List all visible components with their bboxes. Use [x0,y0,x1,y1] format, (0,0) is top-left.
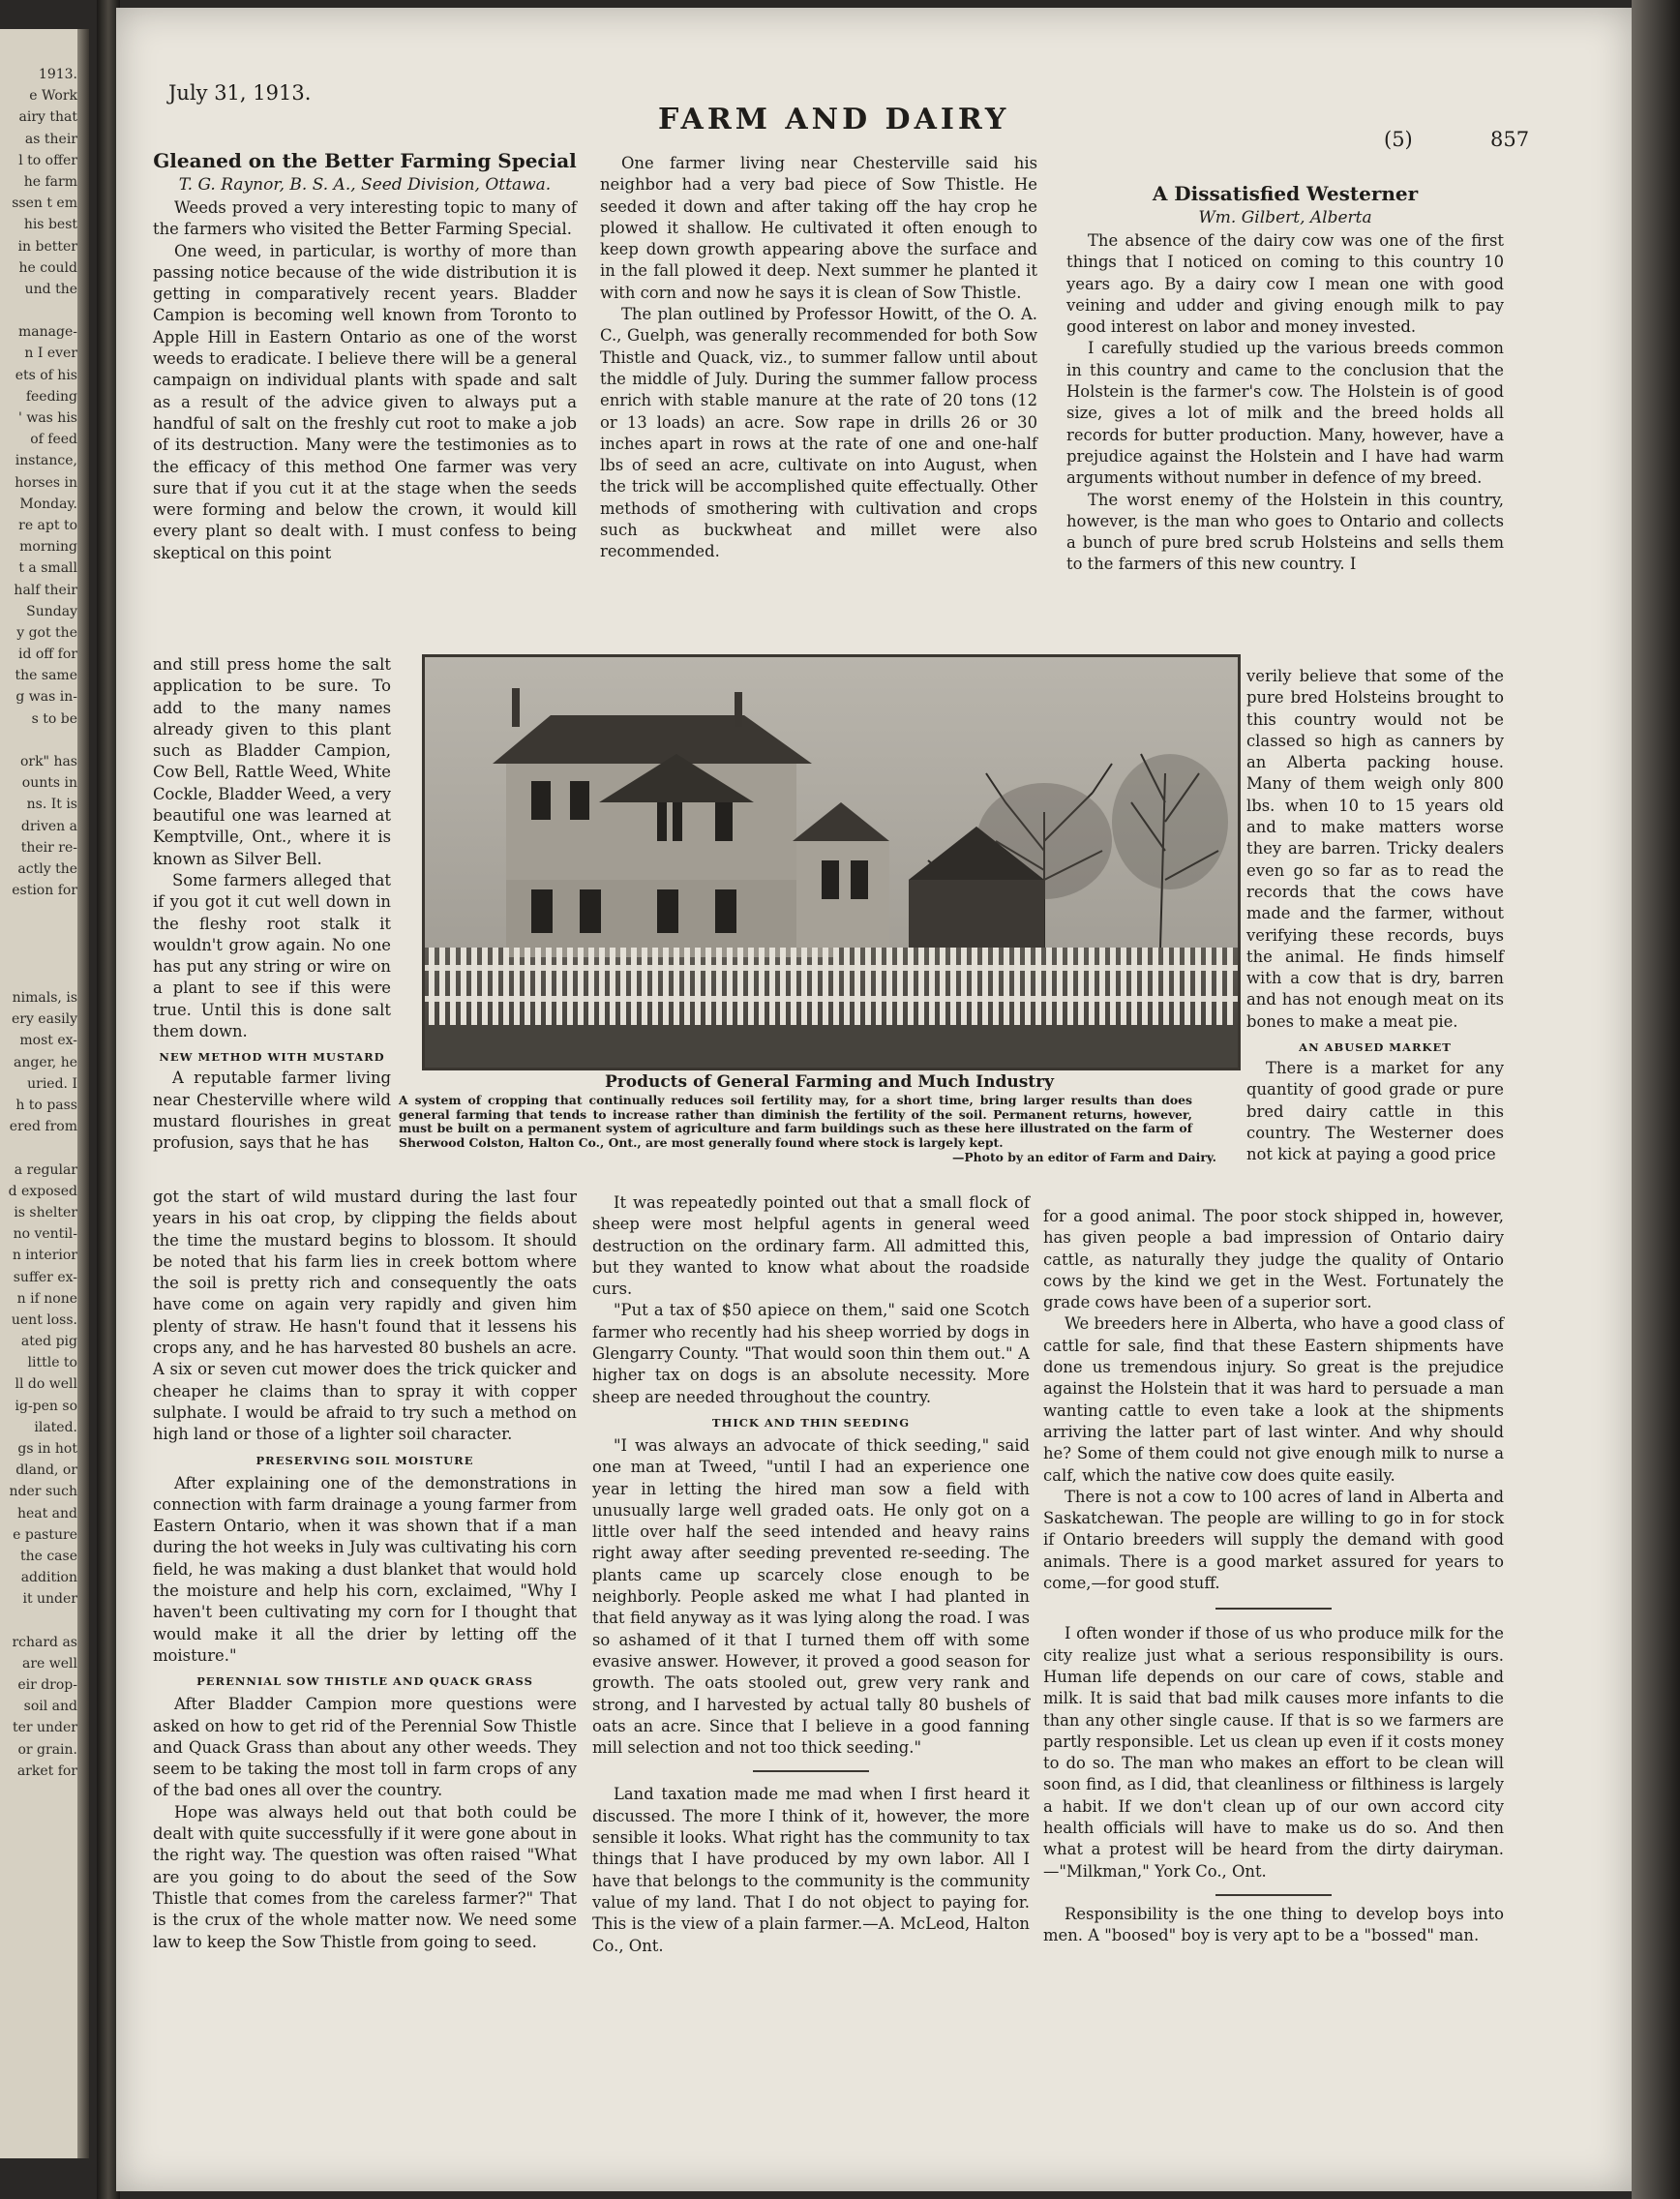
adjacent-page-line: no ventil- [13,1226,77,1243]
adjacent-page-line: nimals, is [12,990,77,1007]
section-divider [1215,1608,1332,1610]
adjacent-page-line: dland, or [15,1462,77,1479]
adjacent-page-line [2,923,77,945]
fence-picket [1195,948,1201,1027]
adjacent-page-line: nder such [9,1484,77,1500]
paragraph: and still press home the salt application to be sure. To add to the many names already given to this plant such as Bladder Campion, Cow Bell, Rattle Weed, White Cockle, Bladder Weed, a very beautiful one was learned at Kemptville, Ont., where it is known as Silver Bell. [153,655,391,868]
article-dissatisfied-westerner [1066,180,1504,576]
paragraph: Hope was always held out that both could be dealt with quite successfully if it were gone about in the right way. The question was often raised "What are you going to do about the seed of the Sow Thistle that comes from the careless farmer?" That is the crux of the whole matter now. We need some law to keep the Sow Thistle from going to seed. [153,1802,577,1951]
fence-picket [578,948,584,1027]
adjacent-page-line: ll do well [15,1376,77,1393]
article-title: Gleaned on the Better Farming Special [153,149,577,172]
adjacent-page-line [2,1137,77,1159]
fence-picket [631,948,637,1027]
paragraph: There is not a cow to 100 acres of land in Alberta and Saskatchewan. The people are willing to go in for stock if Ontario breeders will supply the demand with good animals. There is a good market assured for years to come,—for good stuff. [1043,1487,1504,1593]
article-byline: T. G. Raynor, B. S. A., Seed Division, Ottawa. [178,175,552,195]
newspaper-page [116,8,1632,2191]
fence-picket [844,948,850,1027]
fence-picket [982,948,988,1027]
fence-picket [855,948,860,1027]
fence-picket [642,948,647,1027]
masthead: FARM AND DAIRY [658,103,1010,136]
adjacent-page-line: the same [15,668,77,684]
paragraph: One weed, in particular, is worthy of more than passing notice because of the wide distribution it is getting in comparatively recent years. Bladder Campion is becoming well known from Toronto to Apple Hill in Eastern Ontario as one of the worst weeds to eradicate. I believe there will be a general campaign on individual plants with spade and salt as a result of the advice given to always put a handful of salt on the freshly cut root to make a job of its destruction. Many were the testimonies as to the efficacy of this method One farmer was very sure that if you cut it at the stage when the seeds were forming and below the crown, it would kill every plant so dealt with. I must confess to being skeptical on this point [153,241,577,562]
fence-picket [1099,948,1105,1027]
fence-picket [439,948,445,1027]
adjacent-page-line: estion for [12,883,77,899]
fence-picket [556,948,562,1027]
fence-picket [1014,948,1020,1027]
adjacent-page-line: of feed [30,432,77,448]
fence-picket [1216,948,1222,1027]
fence-picket [791,948,796,1027]
adjacent-page-line: ' was his [18,410,77,426]
adjacent-page-line: rchard as [12,1634,77,1650]
article-better-farming-lower [153,1187,577,1953]
fence-picket [588,948,594,1027]
fence-picket [471,948,477,1027]
adjacent-page-line: uent loss. [11,1311,77,1328]
fence-picket [1057,948,1063,1027]
land-taxation-letter: Land taxation made me mad when I first heard it discussed. The more I think of it, however, the more sensible it looks. What right has the community to tax things that I have produced by my own labor. All I have that belongs to the community is the community value of my land. That I do not object to paying for. This is the view of a plain farmer.—A. McLeod, Halton Co., Ont. [592,1785,1030,1955]
adjacent-page-line: h to pass [15,1098,77,1113]
article-byline: Wm. Gilbert, Alberta [1198,208,1372,227]
responsibility-note: Responsibility is the one thing to develop boys into men. A "boosed" boy is very apt to be a "bossed" man. [1043,1904,1504,1945]
paragraph: "I was always an advocate of thick seeding," said one man at Tweed, "until I had an experience one year in letting the hired man sow a field with unusually large well graded oats. He only got on a little over half the seed intended and heavy rains right away after seeding prevented re-seeding. The plants came up scarcely close enough to be neighborly. People asked me what I had planted in that field anyway as it was lying along the road. I was so ashamed of it that I turned them off with some evasive answer. However, it proved a good season for growth. The oats stooled out, grew very rank and strong, and I harvested by actual tally 80 bushels of oats an acre. Since that I believe in a good fanning mill selection and not too thick seeding." [592,1435,1030,1758]
photo-caption-title: Products of General Farming and Much Industry [605,1072,1054,1092]
fence-picket [482,948,488,1027]
fence-picket [610,948,615,1027]
adjacent-page-line [2,730,77,751]
fence-picket [535,948,541,1027]
adjacent-page-line: the case [19,1548,77,1564]
fence-picket [886,948,892,1027]
adjacent-page-line: it under [22,1591,77,1608]
fence-picket [993,948,999,1027]
paragraph: I carefully studied up the various breeds common in this country and came to the conclusion that the Holstein is the farmer's cow. The Holstein is of good size, gives a lot of milk and the breed holds all records for butter production. Many, however, have a prejudice against the Holstein and I have had warm arguments without number in defence of my breed. [1066,339,1504,488]
fence-picket [525,948,530,1027]
article-better-farming-col2-lower [592,1192,1030,1957]
adjacent-page-header-fragment [0,29,89,58]
paragraph: Weeds proved a very interesting topic to many of the farmers who visited the Better Farming Special. [153,198,577,239]
adjacent-page-line: horses in [15,474,77,491]
fence-picket [1046,948,1052,1027]
paragraph: It was repeatedly pointed out that a small flock of sheep were most helpful agents in general weed destruction on the ordinary farm. All admitted this, but they wanted to know what about the roadside curs. [592,1193,1030,1299]
adjacent-page-line: heat and [16,1505,77,1521]
fence-picket [461,948,466,1027]
fence-picket [705,948,711,1027]
adjacent-page-line: are well [22,1655,77,1672]
adjacent-page-line: little to [27,1355,77,1371]
fence-picket [695,948,701,1027]
fence-picket [599,948,605,1027]
issue-date: July 31, 1913. [168,81,312,105]
fence-picket [972,948,977,1027]
paragraph: After explaining one of the demonstrations in connection with farm drainage a young farmer from Eastern Ontario, when it was shown that if a man during the hot weeks in July was cultivating his corn field, he was making a dust blanket that would hold the moisture and help his corn, exclaimed, "Why I haven't been cultivating my corn for I thought that would make it all the drier by letting off the moisture." [153,1473,577,1665]
adjacent-page-edge [0,29,89,2158]
paragraph: A reputable farmer living near Chesterville where wild mustard flourishes in great profusion, says that he has [153,1069,391,1153]
adjacent-page-line: actly the [17,860,77,877]
adjacent-page-line: ssen t em [12,196,77,212]
adjacent-page-line: in better [17,238,77,255]
page-gutter-shadow [77,29,89,2158]
fence-picket [1121,948,1126,1027]
paragraph: got the start of wild mustard during the last four years in his oat crop, by clipping the fields about the time the mustard begins to blossom. It should be noted that his farm lies in creek bottom where the soil is pretty rich and consequently the oats have come on again very rapidly and given him plenty of straw. He hasn't found that it lessens his crops any, and he has harvested 80 bushels an acre. A six or seven cut mower does the trick quicker and cheaper he claims than to spray it with copper sulphate. I would be afraid to try such a method on high land or those of a lighter soil character. [153,1188,577,1444]
adjacent-page-line: re apt to [18,517,77,533]
fence-picket [1174,948,1180,1027]
adjacent-page-line: n interior [12,1248,77,1264]
subheading-mustard: NEW METHOD WITH MUSTARD [159,1050,385,1065]
adjacent-page-line: n if none [16,1290,77,1307]
fence-picket [716,948,722,1027]
fence-picket [1067,948,1073,1027]
fence-picket [897,948,903,1027]
subheading-sow-thistle: PERENNIAL SOW THISTLE AND QUACK GRASS [196,1674,533,1689]
fence-picket [567,948,573,1027]
adjacent-page-text [2,64,77,1782]
fence-picket [503,948,509,1027]
section-divider [1215,1894,1332,1896]
subheading-abused-market: AN ABUSED MARKET [1299,1040,1452,1055]
adjacent-page-line: anger, he [14,1054,77,1070]
adjacent-page-line: ns. It is [26,797,77,813]
photo-caption-text: A system of cropping that continually reduces soil fertility may, for a short time, bring larger results than does general farming that tends to increase rather than diminish the fertility of the soil. Permanent returns, however, must be built on a permanent system of agriculture and farm buildings such as these here illustrated on the farm of Sherwood Colston, Halton Co., Ont., are most generally found where stock is largely kept. [399,1093,1192,1150]
adjacent-page-line: ets of his [15,367,77,383]
adjacent-page-line [2,966,77,987]
milkman-letter: I often wonder if those of us who produce milk for the city realize just what a serious responsibility is ours. Human life depends on our care of cows, stable and milk. It is said that bad milk causes more infants to die than any other single cause. If that is so we farmers are partly responsible. Let us clean up even if it costs money to do so. The man who makes an effort to be clean will soon find, as I did, that cleanliness or filthiness is largely a habit. If we don't clean up of our own accord city health officials will have to make us do so. And then what a protest will be heard from the dirty dairyman.—"Milkman," York Co., Ont. [1043,1624,1504,1881]
issue-number: (5) [1384,128,1413,151]
section-divider [753,1770,869,1772]
adjacent-page-line: ig-pen so [15,1398,77,1414]
adjacent-page-line: ilated. [34,1419,77,1435]
article-dissatisfied-westerner-narrow [1246,666,1504,1166]
fence-picket [1206,948,1212,1027]
adjacent-page-line [2,901,77,922]
fence-picket [546,948,552,1027]
adjacent-page-line: 1913. [38,67,77,82]
fence-picket [652,948,658,1027]
adjacent-page-line: he farm [23,173,77,190]
adjacent-page-line: manage- [18,324,77,341]
fence-picket [1089,948,1095,1027]
adjacent-page-line: driven a [20,818,77,834]
article-better-farming-col2 [600,153,1037,563]
paragraph: There is a market for any quantity of good grade or pure bred dairy cattle in this country. The Westerner does not kick at paying a good price [1246,1059,1504,1164]
adjacent-page-line: ered from [9,1119,77,1135]
subheading-soil-moisture: PRESERVING SOIL MOISTURE [255,1453,474,1467]
article-dissatisfied-westerner-lower [1043,1206,1504,1947]
fence-picket [674,948,679,1027]
adjacent-page-line: n I ever [24,346,77,362]
fence-picket [620,948,626,1027]
fence-picket [429,948,435,1027]
adjacent-page-line: he could [18,259,77,276]
fence-picket [1153,948,1158,1027]
adjacent-page-line: gs in hot [17,1441,77,1457]
fence-picket [1110,948,1116,1027]
adjacent-page-line: morning [19,539,77,556]
fence-picket [769,948,775,1027]
fence-picket [1025,948,1031,1027]
fence-picket [940,948,945,1027]
adjacent-page-line: d exposed [8,1183,77,1199]
adjacent-page-line: airy that [18,109,77,126]
adjacent-page-line: his best [23,217,77,233]
adjacent-page-line: eir drop- [17,1677,77,1694]
right-page-edge [1632,0,1680,2199]
adjacent-page-line: Sunday [26,603,77,619]
adjacent-page-line: instance, [15,453,77,469]
adjacent-page-line: suffer ex- [13,1269,77,1285]
adjacent-page-line: as their [24,131,77,147]
adjacent-page-line: t a small [18,560,77,577]
fence-picket [1227,948,1233,1027]
fence-picket [1004,948,1009,1027]
fence-picket [801,948,807,1027]
adjacent-page-line: und the [24,281,77,297]
photo-credit: —Photo by an editor of Farm and Dairy. [951,1150,1216,1165]
adjacent-page-line: id off for [17,647,77,663]
fence-picket [961,948,967,1027]
paragraph: After Bladder Campion more questions were asked on how to get rid of the Perennial Sow Thistle and Quack Grass than about any other weeds. They seem to be taking the most toll in farm crops of any of the bad ones all over the country. [153,1695,577,1800]
fence-picket [493,948,498,1027]
fence-picket [737,948,743,1027]
adjacent-page-line: Monday. [19,496,77,512]
fence-picket [908,948,914,1027]
adjacent-page-line: ated pig [20,1334,77,1350]
adjacent-page-line [2,300,77,321]
article-better-farming-narrow [153,654,391,1155]
fence-picket [514,948,520,1027]
fence-picket [1185,948,1190,1027]
fence-picket [450,948,456,1027]
adjacent-page-line: is shelter [14,1204,77,1220]
paragraph: for a good animal. The poor stock shipped in, however, has given people a bad impression of Ontario dairy cattle, as naturally they judge the quality of Ontario cows by the kind we get in the West. Fortunately the grade cows have been of a superior sort. [1043,1207,1504,1312]
adjacent-page-line [2,1611,77,1632]
fence-picket [929,948,935,1027]
fence-picket [918,948,924,1027]
adjacent-page-line: e Work [29,88,77,105]
fence-picket [1078,948,1084,1027]
fence-picket [1131,948,1137,1027]
adjacent-page-line: most ex- [19,1033,77,1049]
paragraph: Some farmers alleged that if you got it cut well down in the fleshy root stalk it wouldn't grow again. No one has put any string or wire on a plant to see if this were true. Until this is done salt them down. [153,870,391,1041]
adjacent-page-line: ounts in [21,775,77,792]
fence-picket [748,948,754,1027]
paragraph: verily believe that some of the pure bred Holsteins brought to this country would not be classed so high as canners by an Alberta packing house. Many of them weigh only 800 lbs. when 10 to 15 years old and to make matters worse they are barren. Tricky dealers even go so far as to read the records that the cows have made and the farmer, without verifying these records, buys the animal. He finds himself with a cow that is dry, barren and has not enough meat on its bones to make a meat pie. [1246,667,1504,1031]
fence-picket [780,948,786,1027]
fence-picket [865,948,871,1027]
adjacent-page-line: ter under [12,1720,77,1736]
fence-picket [1035,948,1041,1027]
subheading-thick-thin-seeding: THICK AND THIN SEEDING [711,1415,911,1430]
fence-picket [823,948,828,1027]
adjacent-page-line: soil and [23,1699,77,1715]
paragraph: One farmer living near Chesterville said his neighbor had a very bad piece of Sow Thistle. He seeded it down and after taking off the hay crop he plowed it shallow. He cultivated it often enough to keep down growth appearing above the surface and in the fall plowed it deep. Next summer he planted it with corn and now he says it is clean of Sow Thistle. [600,154,1037,302]
fence-picket [684,948,690,1027]
adjacent-page-line: their re- [20,839,77,856]
adjacent-page-line: addition [20,1570,77,1586]
paragraph: The absence of the dairy cow was one of the first things that I noticed on coming to this country 10 years ago. By a dairy cow I mean one with good veining and udder and giving enough milk to pay good interest on labor and money invested. [1066,231,1504,337]
page-number: 857 [1490,128,1530,151]
fence-picket [727,948,733,1027]
fence-picket [1163,948,1169,1027]
adjacent-page-line: ery easily [11,1011,77,1028]
fence-picket [812,948,818,1027]
fence-picket [759,948,765,1027]
adjacent-page-line: y got the [16,624,77,641]
article-title: A Dissatisfied Westerner [1152,182,1419,205]
adjacent-page-line: uried. I [27,1075,77,1092]
adjacent-page-line: or grain. [17,1741,77,1758]
fence-picket [950,948,956,1027]
paragraph: We breeders here in Alberta, who have a good class of cattle for sale, find that these Eastern shipments have done us tremendous injury. So great is the prejudice against the Holstein that it was hard to persuade a man wanting cattle to even take a look at the shipments arriving the latter part of last winter. And why should he? Some of them could not give enough milk to nurse a calf, which the native cow does quite easily. [1043,1314,1504,1485]
farmhouse-photo-illustration [425,657,1238,1068]
adjacent-page-line: half their [14,582,77,598]
adjacent-page-line: e pasture [13,1526,77,1543]
photo-caption [399,1070,1260,1165]
paragraph: "Put a tax of $50 apiece on them," said one Scotch farmer who recently had his sheep worried by dogs in Glengarry County. "That would soon thin them out." A higher tax on dogs is an absolute necessity. More sheep are needed throughout the country. [592,1301,1030,1406]
fence-picket [833,948,839,1027]
adjacent-page-line: a regular [14,1161,77,1178]
fence-picket [1142,948,1148,1027]
fence-picket [663,948,669,1027]
adjacent-page-line: ork" has [19,754,77,769]
adjacent-page-line: feeding [25,388,77,405]
paragraph: The worst enemy of the Holstein in this country, however, is the man who goes to Ontario and collects a bunch of pure bred scrub Holsteins and sells them to the farmers of this new country. I [1066,490,1504,574]
adjacent-page-line: arket for [16,1762,77,1779]
paragraph: The plan outlined by Professor Howitt, of the O. A. C., Guelph, was generally recommended for both Sow Thistle and Quack, viz., to summer fallow until about the middle of July. During the summer fallow process enrich with stable manure at the rate of 20 tons (12 or 13 loads) an acre. Sow rape in drills 26 or 30 inches apart in rows at the rate of one and one-half lbs of seed an acre, cultivate on into August, when the trick will be accomplished quite effectually. Other methods of smothering with cultivation and crops such as buckwheat and millet were also recommended. [600,305,1037,561]
adjacent-page-line: l to offer [18,152,77,168]
fence-picket [876,948,882,1027]
farmhouse-photograph [422,654,1241,1070]
adjacent-page-line: s to be [31,710,77,727]
adjacent-page-line: g was in- [15,689,77,706]
article-better-farming-col1 [153,147,577,564]
adjacent-page-line [2,945,77,966]
